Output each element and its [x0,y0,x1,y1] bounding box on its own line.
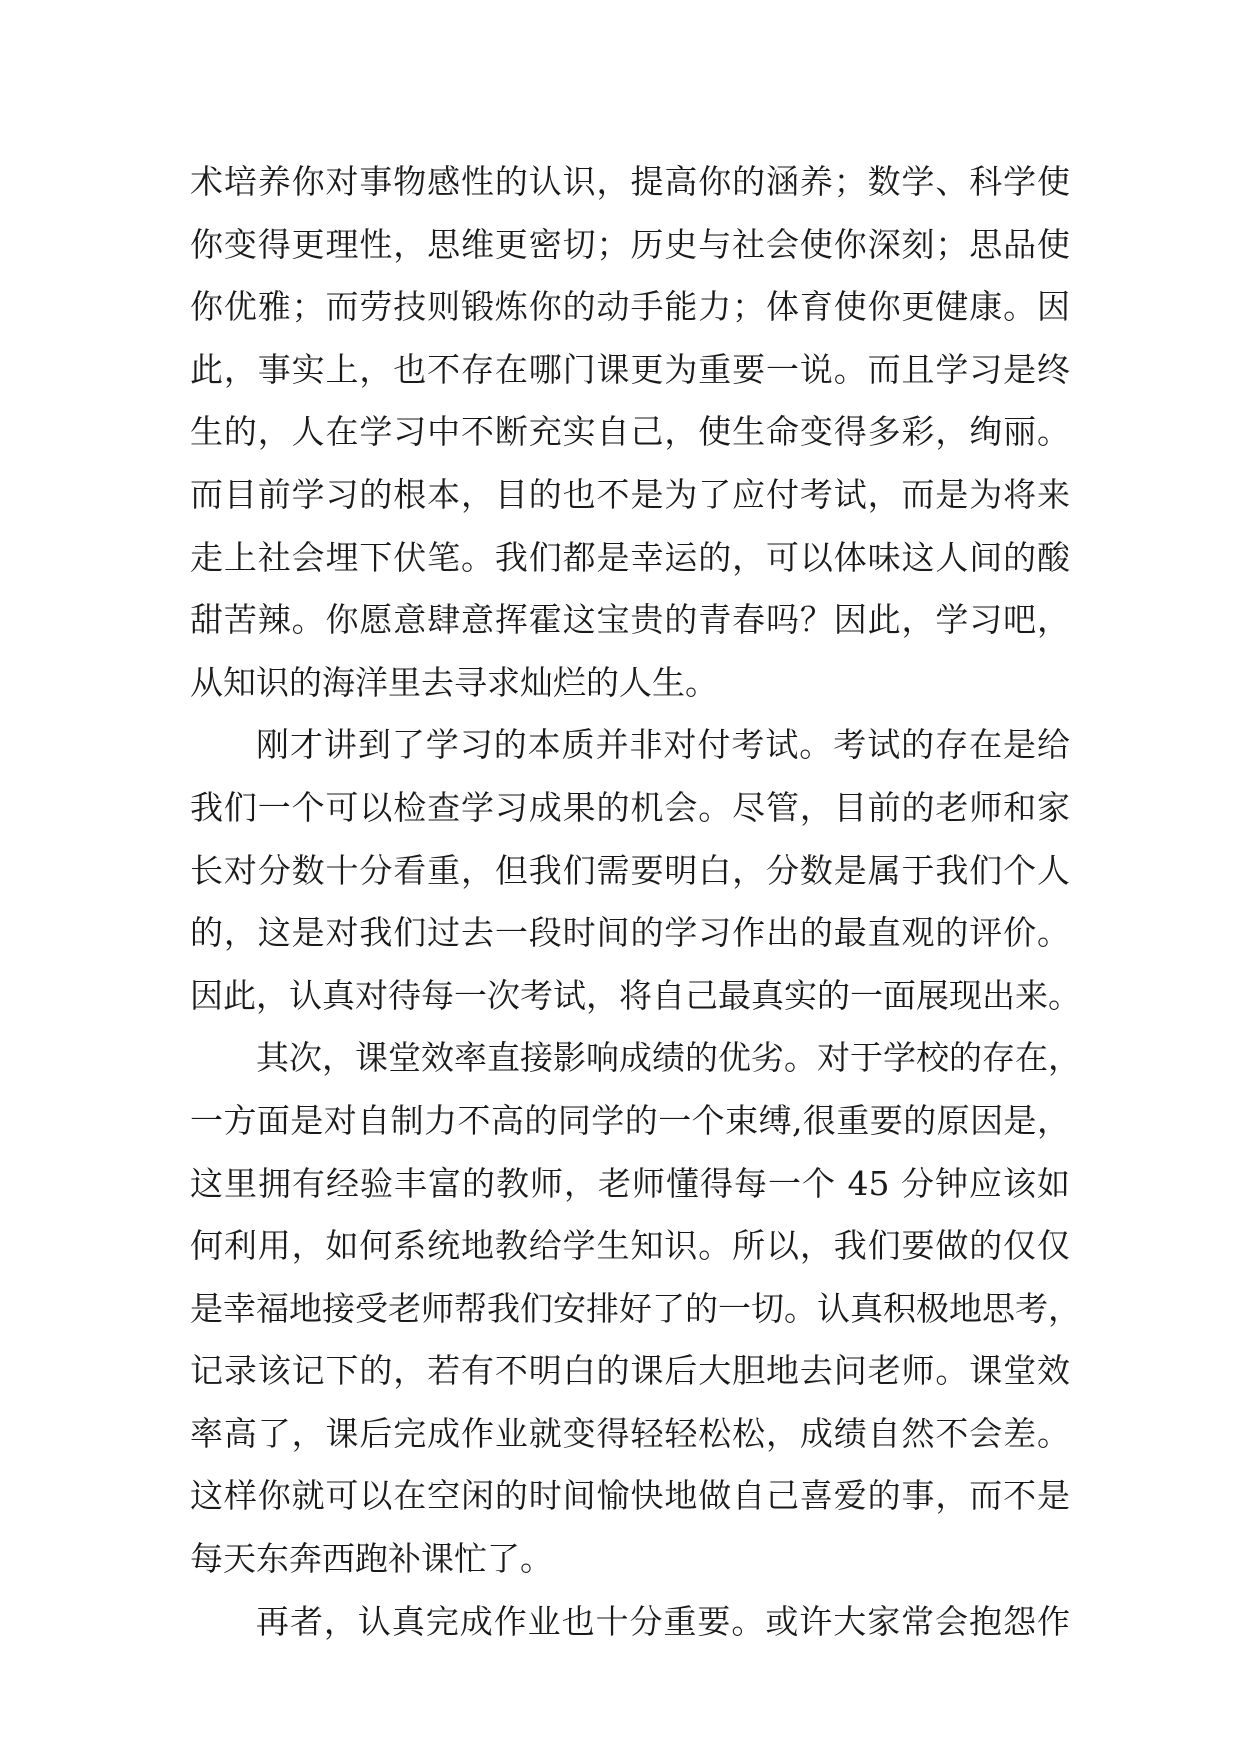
paragraph-first-line: 刚才讲到了学习的本质并非对付考试。考试的存在是给 [256,725,1070,765]
paragraph-first-line: 其次，课堂效率直接影响成绩的优劣。对于学校的存在， [256,1038,1081,1078]
text-line: 的，这是对我们过去一段时间的学习作出的最直观的评价。 [190,913,1070,953]
text-line: 率高了，课后完成作业就变得轻轻松松，成绩自然不会差。 [190,1413,1070,1453]
text-line: 这样你就可以在空闲的时间愉快地做自己喜爱的事，而不是 [190,1476,1070,1516]
text-line: 从知识的海洋里去寻求灿烂的人生。 [190,662,718,702]
text-line: 我们一个可以检查学习成果的机会。尽管，目前的老师和家 [190,787,1070,827]
text-line: 生的，人在学习中不断充实自己，使生命变得多彩，绚丽。 [190,412,1070,452]
text-line: 是幸福地接受老师帮我们安排好了的一切。认真积极地思考， [190,1288,1081,1328]
text-line: 你优雅；而劳技则锻炼你的动手能力；体育使你更健康。因 [190,287,1070,327]
text-line: 而目前学习的根本，目的也不是为了应付考试，而是为将来 [190,474,1070,514]
text-line: 一方面是对自制力不高的同学的一个束缚,很重要的原因是， [190,1100,1070,1140]
text-line: 记录该记下的，若有不明白的课后大胆地去问老师。课堂效 [190,1351,1070,1391]
text-line: 你变得更理性，思维更密切；历史与社会使你深刻；思品使 [190,224,1070,264]
text-line: 此，事实上，也不存在哪门课更为重要一说。而且学习是终 [190,349,1070,389]
document-body [190,158,1081,1660]
text-line: 走上社会埋下伏笔。我们都是幸运的，可以体味这人间的酸 [190,537,1070,577]
text-line: 每天东奔西跑补课忙了。 [190,1539,553,1579]
text-line: 因此，认真对待每一次考试，将自己最真实的一面展现出来。 [190,975,1081,1015]
text-line: 长对分数十分看重，但我们需要明白，分数是属于我们个人 [190,850,1070,890]
text-line: 甜苦辣。你愿意肆意挥霍这宝贵的青春吗？因此，学习吧， [190,600,1070,640]
text-line: 何利用，如何系统地教给学生知识。所以，我们要做的仅仅 [190,1226,1070,1266]
text-line: 这里拥有经验丰富的教师，老师懂得每一个 45 分钟应该如 [190,1163,1070,1203]
text-line: 术培养你对事物感性的认识，提高你的涵养；数学、科学使 [190,162,1070,201]
paragraph-first-line: 再者，认真完成作业也十分重要。或许大家常会抱怨作 [256,1601,1070,1641]
